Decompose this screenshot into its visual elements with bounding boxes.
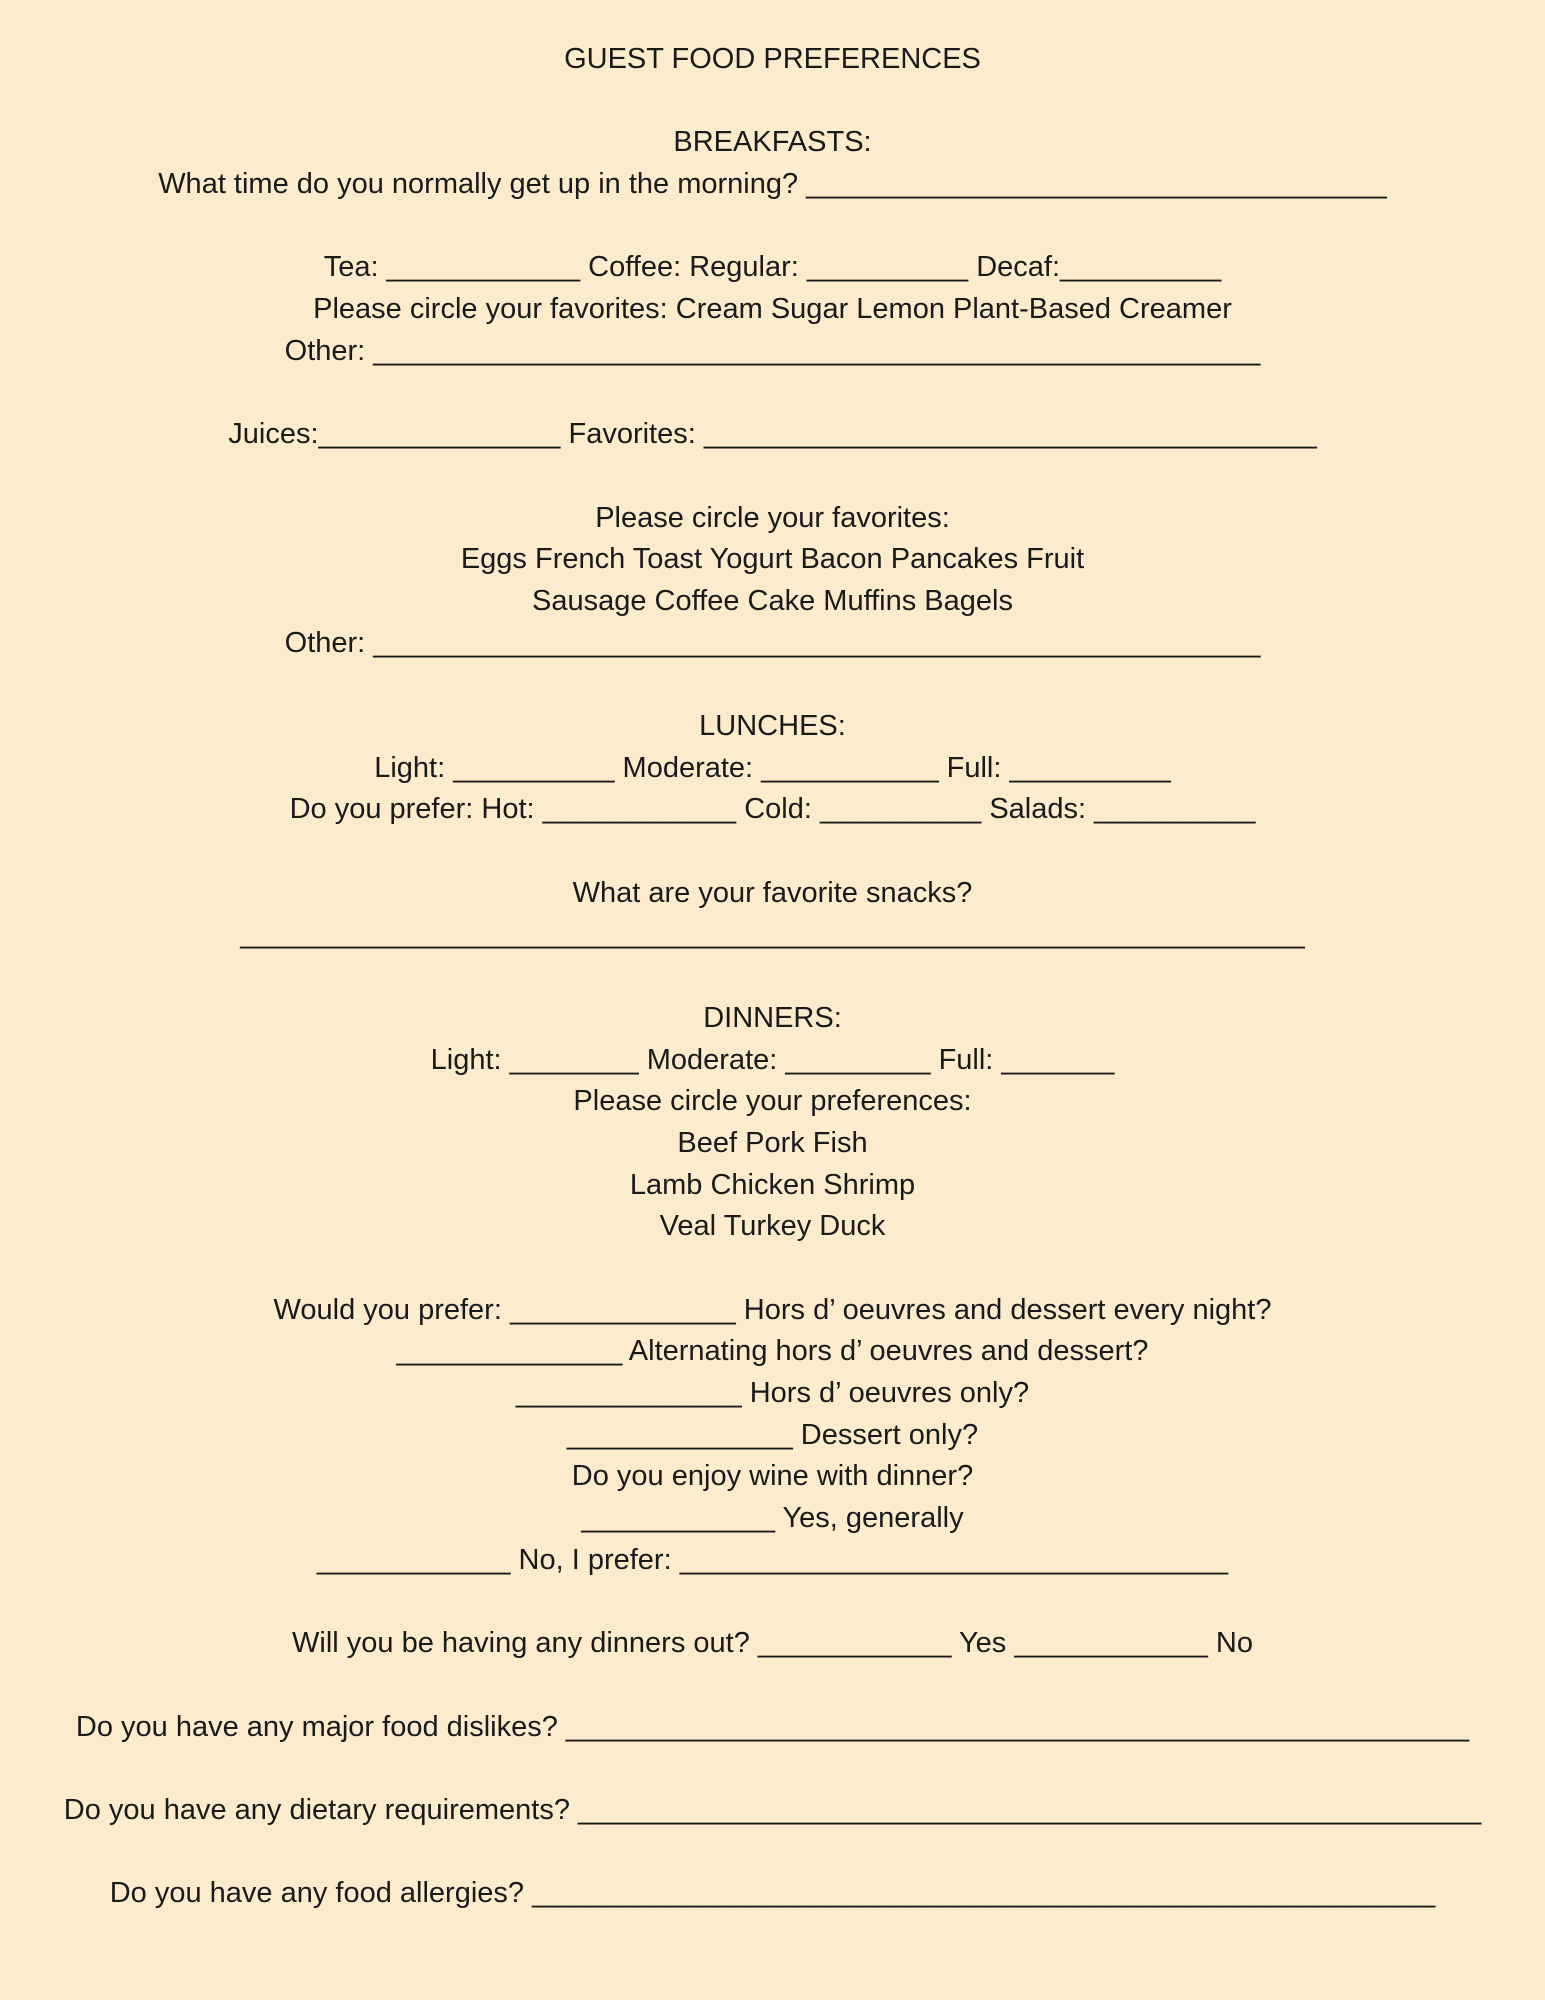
wine-yes-field[interactable]: ____________ Yes, generally — [581, 1502, 964, 1535]
meat-options: Beef Pork Fish — [677, 1126, 868, 1159]
dinners-heading: DINNERS: — [703, 1001, 842, 1034]
breakfast-food-options: Sausage Coffee Cake Muffins Bagels — [532, 584, 1013, 617]
food-dislikes-field[interactable]: Do you have any major food dislikes? ________________________________________________________ — [75, 1710, 1470, 1743]
spacer — [0, 1248, 1545, 1290]
breakfast-food-prompt: Please circle your favorites: — [595, 501, 950, 534]
beverage-fields[interactable]: Tea: ____________ Coffee: Regular: __________ Decaf:__________ — [323, 251, 1222, 284]
form-title: GUEST FOOD PREFERENCES — [564, 43, 981, 75]
breakfast-food-options: Eggs French Toast Yogurt Bacon Pancakes Fruit — [460, 543, 1085, 576]
spacer — [0, 956, 1545, 998]
spacer — [0, 206, 1545, 248]
spacer — [0, 1832, 1545, 1874]
juices-field[interactable]: Juices:_______________ Favorites: ______________________________________ — [228, 418, 1317, 451]
dinner-preferences-prompt: Please circle your preferences: — [573, 1085, 972, 1118]
spacer — [0, 1748, 1545, 1790]
dessert-option-field[interactable]: ______________ Hors d’ oeuvres only? — [515, 1377, 1030, 1409]
dessert-option-field[interactable]: ______________ Alternating hors d’ oeuvres and dessert? — [396, 1335, 1149, 1368]
wine-question: Do you enjoy wine with dinner? — [571, 1460, 974, 1493]
dinners-out-field[interactable]: Will you be having any dinners out? ____________ Yes ____________ No — [292, 1627, 1253, 1660]
beverage-favorites: Please circle your favorites: Cream Sugar Lemon Plant-Based Creamer — [313, 293, 1232, 326]
meat-options: Lamb Chicken Shrimp — [629, 1168, 916, 1201]
lunches-heading: LUNCHES: — [699, 710, 846, 742]
wine-no-field[interactable]: ____________ No, I prefer: __________________________________ — [316, 1543, 1229, 1576]
dessert-option-field[interactable]: ______________ Dessert only? — [566, 1418, 979, 1451]
dinner-size-fields[interactable]: Light: ________ Moderate: _________ Full: _______ — [430, 1043, 1115, 1076]
lunch-temperature-fields[interactable]: Do you prefer: Hot: ____________ Cold: __________ Salads: __________ — [289, 793, 1256, 826]
lunch-size-fields[interactable]: Light: __________ Moderate: ___________ Full: __________ — [374, 751, 1171, 784]
wake-time-field[interactable]: What time do you normally get up in the morning? ____________________________________ — [158, 168, 1387, 201]
food-allergies-field[interactable]: Do you have any food allergies? ________________________________________________________ — [109, 1877, 1436, 1910]
dietary-requirements-field[interactable]: Do you have any dietary requirements? ________________________________________________________ — [63, 1793, 1482, 1826]
snacks-question: What are your favorite snacks? — [572, 876, 973, 909]
spacer — [0, 373, 1545, 415]
guest-food-preferences-form — [0, 39, 1545, 1915]
spacer — [0, 831, 1545, 873]
beverage-other-field[interactable]: Other: _______________________________________________________ — [284, 334, 1261, 367]
snacks-field[interactable]: __________________________________________________________________ — [240, 918, 1305, 951]
spacer — [0, 1665, 1545, 1707]
spacer — [0, 456, 1545, 498]
spacer — [0, 664, 1545, 706]
spacer — [0, 81, 1545, 123]
meat-options: Veal Turkey Duck — [659, 1210, 886, 1243]
breakfast-other-field[interactable]: Other: _______________________________________________________ — [284, 626, 1261, 659]
breakfasts-heading: BREAKFASTS: — [673, 126, 872, 159]
spacer — [0, 1581, 1545, 1623]
dessert-option-field[interactable]: Would you prefer: ______________ Hors d’ oeuvres and dessert every night? — [273, 1293, 1272, 1326]
